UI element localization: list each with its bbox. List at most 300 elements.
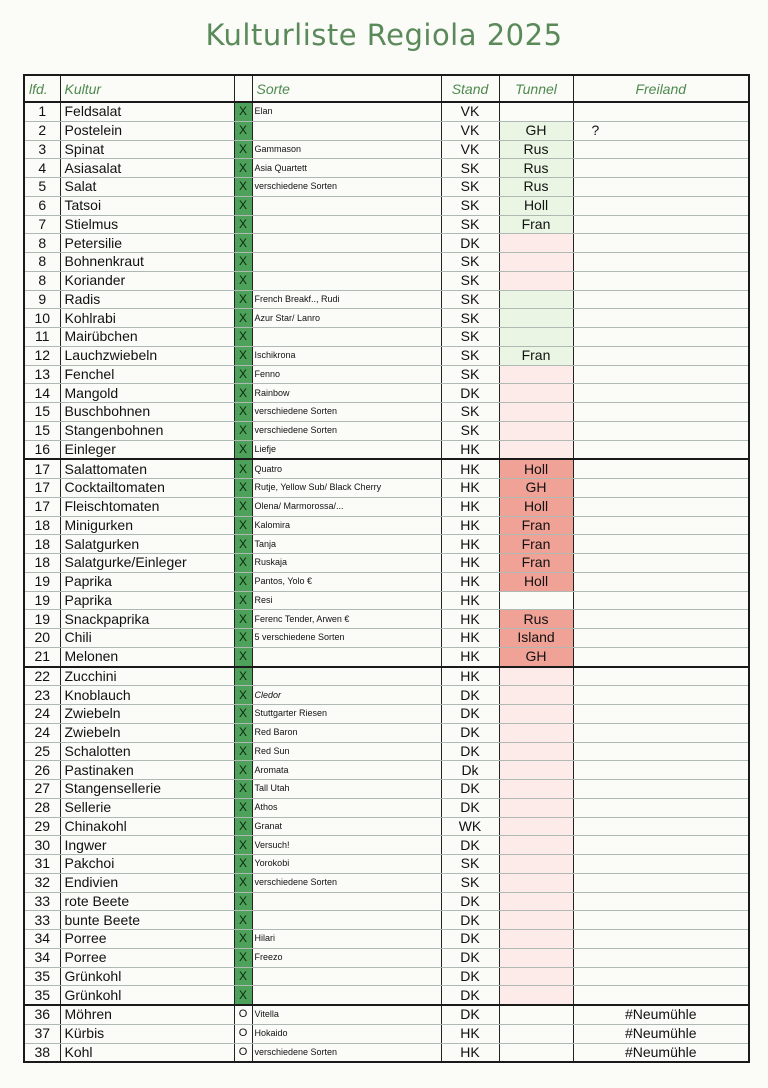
stand-code: DK [441,384,499,403]
freiland-note [573,836,749,855]
culture-name: Stangenbohnen [60,421,234,440]
selection-mark: X [234,346,252,365]
freiland-note [573,196,749,215]
variety: verschiedene Sorten [252,873,441,892]
table-row [24,365,749,384]
variety [252,121,441,140]
freiland-note [573,290,749,309]
variety: Kalomira [252,516,441,535]
tunnel-label [499,234,573,253]
variety [252,647,441,666]
table-row [24,554,749,573]
freiland-note [573,516,749,535]
tunnel-label: Rus [499,159,573,178]
tunnel-label: GH [499,121,573,140]
table-row [24,290,749,309]
stand-code: SK [441,855,499,874]
culture-table [23,74,750,1063]
table-row [24,102,749,121]
freiland-note [573,140,749,159]
freiland-note [573,253,749,272]
row-number: 4 [24,159,60,178]
selection-mark: X [234,421,252,440]
freiland-note [573,403,749,422]
variety: Ischikrona [252,346,441,365]
selection-mark: X [234,234,252,253]
table-row [24,892,749,911]
table-row [24,610,749,629]
variety: Ferenc Tender, Arwen € [252,610,441,629]
row-number: 9 [24,290,60,309]
selection-mark: X [234,140,252,159]
table-row [24,591,749,610]
table-row [24,1043,749,1062]
stand-code: SK [441,309,499,328]
row-number: 33 [24,911,60,930]
tunnel-label [499,761,573,780]
tunnel-label [499,686,573,705]
variety: Elan [252,102,441,121]
freiland-note: #Neumühle [573,1005,749,1024]
variety: Ruskaja [252,554,441,573]
variety [252,196,441,215]
stand-code: HK [441,610,499,629]
tunnel-label: Holl [499,572,573,591]
freiland-note [573,705,749,724]
selection-mark: X [234,554,252,573]
row-number: 18 [24,516,60,535]
variety [252,234,441,253]
table-row [24,873,749,892]
tunnel-label [499,365,573,384]
table-row [24,780,749,799]
row-number: 13 [24,365,60,384]
selection-mark: X [234,610,252,629]
row-number: 2 [24,121,60,140]
table-row [24,309,749,328]
stand-code: SK [441,271,499,290]
selection-mark: X [234,159,252,178]
variety: Granat [252,817,441,836]
table-row [24,440,749,459]
header-stand: Stand [441,75,499,102]
culture-name: Lauchzwiebeln [60,346,234,365]
culture-name: Pakchoi [60,855,234,874]
freiland-note [573,365,749,384]
variety: Red Sun [252,742,441,761]
variety: verschiedene Sorten [252,178,441,197]
table-row [24,629,749,648]
freiland-note [573,686,749,705]
table-row [24,723,749,742]
row-number: 23 [24,686,60,705]
table-row [24,159,749,178]
selection-mark: X [234,948,252,967]
freiland-note [573,742,749,761]
stand-code: DK [441,948,499,967]
tunnel-label [499,253,573,272]
tunnel-label [499,271,573,290]
row-number: 17 [24,459,60,478]
table-row [24,479,749,498]
tunnel-label [499,723,573,742]
row-number: 31 [24,855,60,874]
stand-code: HK [441,440,499,459]
tunnel-label [499,948,573,967]
freiland-note [573,591,749,610]
table-row [24,948,749,967]
header-lfd: lfd. [24,75,60,102]
header-tunnel: Tunnel [499,75,573,102]
tunnel-label [499,384,573,403]
stand-code: SK [441,328,499,347]
selection-mark: X [234,986,252,1005]
tunnel-label [499,290,573,309]
table-row [24,986,749,1005]
tunnel-label [499,780,573,799]
selection-mark: X [234,836,252,855]
table-row [24,459,749,478]
stand-code: HK [441,572,499,591]
freiland-note [573,554,749,573]
table-row [24,967,749,986]
row-number: 35 [24,986,60,1005]
freiland-note [573,215,749,234]
selection-mark: O [234,1043,252,1062]
row-number: 16 [24,440,60,459]
selection-mark: X [234,591,252,610]
culture-name: Chili [60,629,234,648]
tunnel-label [499,892,573,911]
selection-mark: X [234,667,252,686]
stand-code: VK [441,102,499,121]
row-number: 33 [24,892,60,911]
freiland-note [573,497,749,516]
row-number: 19 [24,572,60,591]
variety: Stuttgarter Riesen [252,705,441,724]
stand-code: SK [441,253,499,272]
header-row [24,75,749,102]
stand-code: DK [441,967,499,986]
variety: Rutje, Yellow Sub/ Black Cherry [252,479,441,498]
variety: Red Baron [252,723,441,742]
selection-mark: X [234,121,252,140]
variety: 5 verschiedene Sorten [252,629,441,648]
table-body [24,102,749,1062]
culture-name: Snackpaprika [60,610,234,629]
header-mark [234,75,252,102]
freiland-note [573,873,749,892]
row-number: 19 [24,591,60,610]
row-number: 38 [24,1043,60,1062]
selection-mark: X [234,102,252,121]
tunnel-label [499,855,573,874]
table-row [24,516,749,535]
tunnel-label [499,309,573,328]
freiland-note: ? [573,121,749,140]
stand-code: DK [441,686,499,705]
culture-name: Pastinaken [60,761,234,780]
tunnel-label: Rus [499,178,573,197]
row-number: 10 [24,309,60,328]
freiland-note [573,892,749,911]
stand-code: DK [441,705,499,724]
row-number: 11 [24,328,60,347]
freiland-note [573,817,749,836]
selection-mark: X [234,892,252,911]
selection-mark: X [234,705,252,724]
culture-name: Einleger [60,440,234,459]
row-number: 24 [24,705,60,724]
row-number: 27 [24,780,60,799]
culture-name: Salat [60,178,234,197]
tunnel-label [499,1005,573,1024]
freiland-note [573,930,749,949]
tunnel-label: Holl [499,497,573,516]
stand-code: HK [441,554,499,573]
table-row [24,930,749,949]
tunnel-label [499,742,573,761]
culture-name: Stielmus [60,215,234,234]
culture-name: Bohnenkraut [60,253,234,272]
freiland-note: #Neumühle [573,1043,749,1062]
selection-mark: X [234,761,252,780]
culture-name: Tatsoi [60,196,234,215]
stand-code: SK [441,421,499,440]
row-number: 21 [24,647,60,666]
culture-name: Paprika [60,572,234,591]
row-number: 15 [24,403,60,422]
selection-mark: X [234,930,252,949]
row-number: 36 [24,1005,60,1024]
table-row [24,705,749,724]
table-row [24,421,749,440]
selection-mark: X [234,178,252,197]
variety: Azur Star/ Lanro [252,309,441,328]
variety [252,892,441,911]
variety: Versuch! [252,836,441,855]
stand-code: VK [441,140,499,159]
selection-mark: X [234,384,252,403]
culture-name: Melonen [60,647,234,666]
row-number: 18 [24,554,60,573]
culture-name: Salatgurken [60,535,234,554]
freiland-note [573,178,749,197]
tunnel-label: Rus [499,610,573,629]
culture-name: Salatgurke/Einleger [60,554,234,573]
tunnel-label [499,930,573,949]
table-row [24,647,749,666]
culture-name: Minigurken [60,516,234,535]
tunnel-label: Fran [499,516,573,535]
stand-code: SK [441,196,499,215]
table-row [24,403,749,422]
freiland-note [573,309,749,328]
stand-code: DK [441,780,499,799]
row-number: 17 [24,479,60,498]
freiland-note [573,421,749,440]
tunnel-label [499,986,573,1005]
freiland-note [573,535,749,554]
freiland-note [573,798,749,817]
culture-name: Ingwer [60,836,234,855]
table-row [24,234,749,253]
variety: Quatro [252,459,441,478]
table-row [24,817,749,836]
selection-mark: X [234,290,252,309]
stand-code: DK [441,930,499,949]
variety: Aromata [252,761,441,780]
row-number: 8 [24,271,60,290]
freiland-note [573,384,749,403]
tunnel-label [499,967,573,986]
stand-code: HK [441,1024,499,1043]
selection-mark: X [234,196,252,215]
stand-code: SK [441,159,499,178]
selection-mark: X [234,855,252,874]
stand-code: HK [441,647,499,666]
table-row [24,384,749,403]
table-row [24,572,749,591]
selection-mark: X [234,271,252,290]
table-row [24,798,749,817]
selection-mark: X [234,911,252,930]
tunnel-label: Fran [499,215,573,234]
culture-name: Stangensellerie [60,780,234,799]
tunnel-label [499,328,573,347]
variety [252,967,441,986]
selection-mark: X [234,572,252,591]
table-row [24,836,749,855]
freiland-note [573,667,749,686]
stand-code: SK [441,873,499,892]
freiland-note [573,986,749,1005]
culture-name: Mairübchen [60,328,234,347]
variety [252,911,441,930]
tunnel-label: Holl [499,196,573,215]
culture-name: Salattomaten [60,459,234,478]
row-number: 20 [24,629,60,648]
stand-code: SK [441,365,499,384]
freiland-note [573,479,749,498]
row-number: 18 [24,535,60,554]
variety: Athos [252,798,441,817]
row-number: 7 [24,215,60,234]
variety: Vitella [252,1005,441,1024]
tunnel-label [499,1024,573,1043]
variety [252,253,441,272]
freiland-note [573,855,749,874]
row-number: 14 [24,384,60,403]
row-number: 17 [24,497,60,516]
selection-mark: X [234,629,252,648]
table-row [24,271,749,290]
table-row [24,346,749,365]
culture-name: Zwiebeln [60,723,234,742]
culture-name: Koriander [60,271,234,290]
tunnel-label [499,873,573,892]
freiland-note [573,234,749,253]
selection-mark: X [234,516,252,535]
stand-code: DK [441,836,499,855]
variety: Yorokobi [252,855,441,874]
culture-name: Sellerie [60,798,234,817]
culture-name: Porree [60,948,234,967]
tunnel-label [499,911,573,930]
freiland-note [573,459,749,478]
culture-name: Chinakohl [60,817,234,836]
tunnel-label [499,403,573,422]
variety [252,667,441,686]
selection-mark: X [234,647,252,666]
variety [252,986,441,1005]
freiland-note [573,159,749,178]
table-row [24,761,749,780]
culture-name: Endivien [60,873,234,892]
tunnel-label [499,421,573,440]
row-number: 8 [24,253,60,272]
tunnel-label [499,1043,573,1062]
culture-name: Postelein [60,121,234,140]
table-row [24,855,749,874]
tunnel-label: Holl [499,459,573,478]
variety: verschiedene Sorten [252,1043,441,1062]
freiland-note [573,440,749,459]
selection-mark: X [234,497,252,516]
culture-name: Spinat [60,140,234,159]
selection-mark: O [234,1005,252,1024]
row-number: 30 [24,836,60,855]
culture-name: Fenchel [60,365,234,384]
table-row [24,196,749,215]
variety: Gammason [252,140,441,159]
tunnel-label [499,836,573,855]
tunnel-label [499,798,573,817]
stand-code: VK [441,121,499,140]
selection-mark: X [234,403,252,422]
culture-name: Cocktailtomaten [60,479,234,498]
freiland-note [573,271,749,290]
table-row [24,121,749,140]
culture-name: Kohl [60,1043,234,1062]
stand-code: WK [441,817,499,836]
table-row [24,1024,749,1043]
variety: Resi [252,591,441,610]
variety: Liefje [252,440,441,459]
stand-code: HK [441,479,499,498]
culture-name: Knoblauch [60,686,234,705]
culture-name: Zucchini [60,667,234,686]
row-number: 15 [24,421,60,440]
row-number: 8 [24,234,60,253]
row-number: 32 [24,873,60,892]
stand-code: HK [441,1043,499,1062]
culture-name: Kohlrabi [60,309,234,328]
stand-code: HK [441,591,499,610]
table-row [24,667,749,686]
culture-name: Mangold [60,384,234,403]
tunnel-label [499,591,573,610]
tunnel-label [499,817,573,836]
freiland-note [573,911,749,930]
row-number: 28 [24,798,60,817]
culture-name: Schalotten [60,742,234,761]
variety: Tall Utah [252,780,441,799]
variety [252,215,441,234]
row-number: 3 [24,140,60,159]
selection-mark: X [234,873,252,892]
tunnel-label: Fran [499,346,573,365]
